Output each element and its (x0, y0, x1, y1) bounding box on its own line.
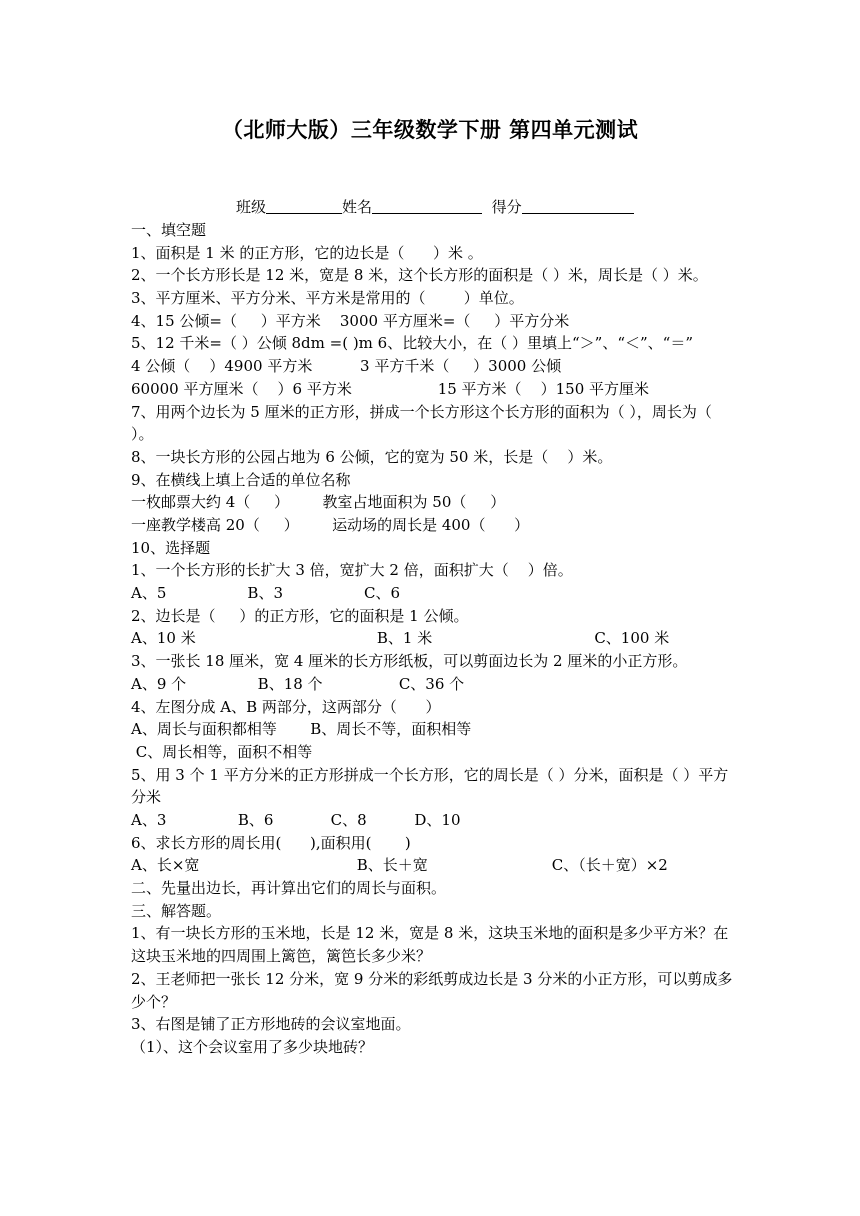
question-line: 4、15 公倾=（ ）平方米 3000 平方厘米=（ ）平方分米 (131, 311, 570, 330)
question-line: 8、一块长方形的公园占地为 6 公倾，它的宽为 50 米，长是（ ）米。 (131, 447, 613, 466)
question-line: 7、用两个边长为 5 厘米的正方形，拼成一个长方形这个长方形的面积为（ ），周长为（ ）。 (131, 402, 712, 444)
page-title: （北师大版）三年级数学下册 第四单元测试 (221, 117, 639, 142)
class-label: 班级 (236, 198, 267, 216)
question-line: 3、一张长 18 厘米，宽 4 厘米的长方形纸板，可以剪面边长为 2 厘米的小正方形。 (131, 652, 688, 671)
name-blank (372, 199, 482, 214)
answer-options: A、长×宽 B、长＋宽 C、（长＋宽）×2 (131, 856, 668, 875)
question-line: 5、用 3 个 1 平方分米的正方形拼成一个长方形，它的周长是（ ）分米，面积是（ ）平方分米 (131, 765, 729, 807)
student-info-row (236, 196, 634, 217)
answer-options: A、10 米 B、1 米 C、100 米 (131, 629, 670, 648)
section-heading-choice: 10、选择题 (131, 538, 211, 557)
question-line: 一枚邮票大约 4（ ） 教室占地面积为 50（ ） (131, 493, 506, 512)
answer-options: A、3 B、6 C、8 D、10 (131, 810, 461, 829)
answer-options: A、5 B、3 C、6 (131, 584, 401, 603)
question-line: 一座教学楼高 20（ ） 运动场的周长是 400（ ） (131, 516, 530, 534)
class-blank (266, 199, 342, 214)
question-line: 60000 平方厘米（ ）6 平方米 15 平方米（ ）150 平方厘米 (131, 379, 650, 398)
answer-options: C、周长相等，面积不相等 (131, 742, 313, 761)
score-blank (522, 199, 634, 214)
score-label: 得分 (491, 198, 522, 216)
question-line: 6、求长方形的周长用( ),面积用( ) (131, 833, 411, 852)
question-line: 1、面积是 1 米 的正方形，它的边长是（ ）米 。 (131, 243, 483, 262)
question-line: （1）、这个会议室用了多少块地砖？ (131, 1037, 374, 1056)
question-line: 2、边长是（ ）的正方形，它的面积是 1 公倾。 (131, 606, 469, 625)
question-line: 9、在横线上填上合适的单位名称 (131, 470, 351, 489)
question-line: 4、左图分成 A、B 两部分，这两部分（ ） (131, 697, 441, 716)
question-line: 3、平方厘米、平方分米、平方米是常用的（ ）单位。 (131, 289, 524, 308)
question-line: 4 公倾（ ）4900 平方米 3 平方千米（ ）3000 公倾 (131, 357, 562, 376)
question-line: 1、有一块长方形的玉米地，长是 12 米，宽是 8 米，这块玉米地的面积是多少平方米？在这块玉米地的四周围上篱笆，篱笆长多少米？ (131, 924, 729, 966)
question-list (131, 219, 737, 1059)
section-heading-solve: 三、解答题。 (131, 901, 222, 920)
name-label: 姓名 (342, 198, 373, 216)
question-line: 2、王老师把一张长 12 分米，宽 9 分米的彩纸剪成边长是 3 分米的小正方形，可以剪成多少个？ (131, 969, 733, 1011)
section-heading-fill: 一、填空题 (131, 221, 207, 239)
question-line: 2、一个长方形长是 12 米，宽是 8 米，这个长方形的面积是（ ）米，周长是（ ）米。 (131, 266, 708, 285)
section-heading-measure: 二、先量出边长，再计算出它们的周长与面积。 (131, 879, 447, 898)
question-line: 3、右图是铺了正方形地砖的会议室地面。 (131, 1015, 411, 1034)
question-line: 5、12 千米=（ ）公倾 8dm =( )m 6、比较大小，在（ ）里填上“＞”、“＜”、“＝” (131, 334, 693, 353)
answer-options: A、9 个 B、18 个 C、36 个 (131, 674, 465, 693)
question-line: 1、一个长方形的长扩大 3 倍，宽扩大 2 倍，面积扩大（ ）倍。 (131, 561, 573, 580)
answer-options: A、周长与面积都相等 B、周长不等，面积相等 (131, 720, 472, 739)
